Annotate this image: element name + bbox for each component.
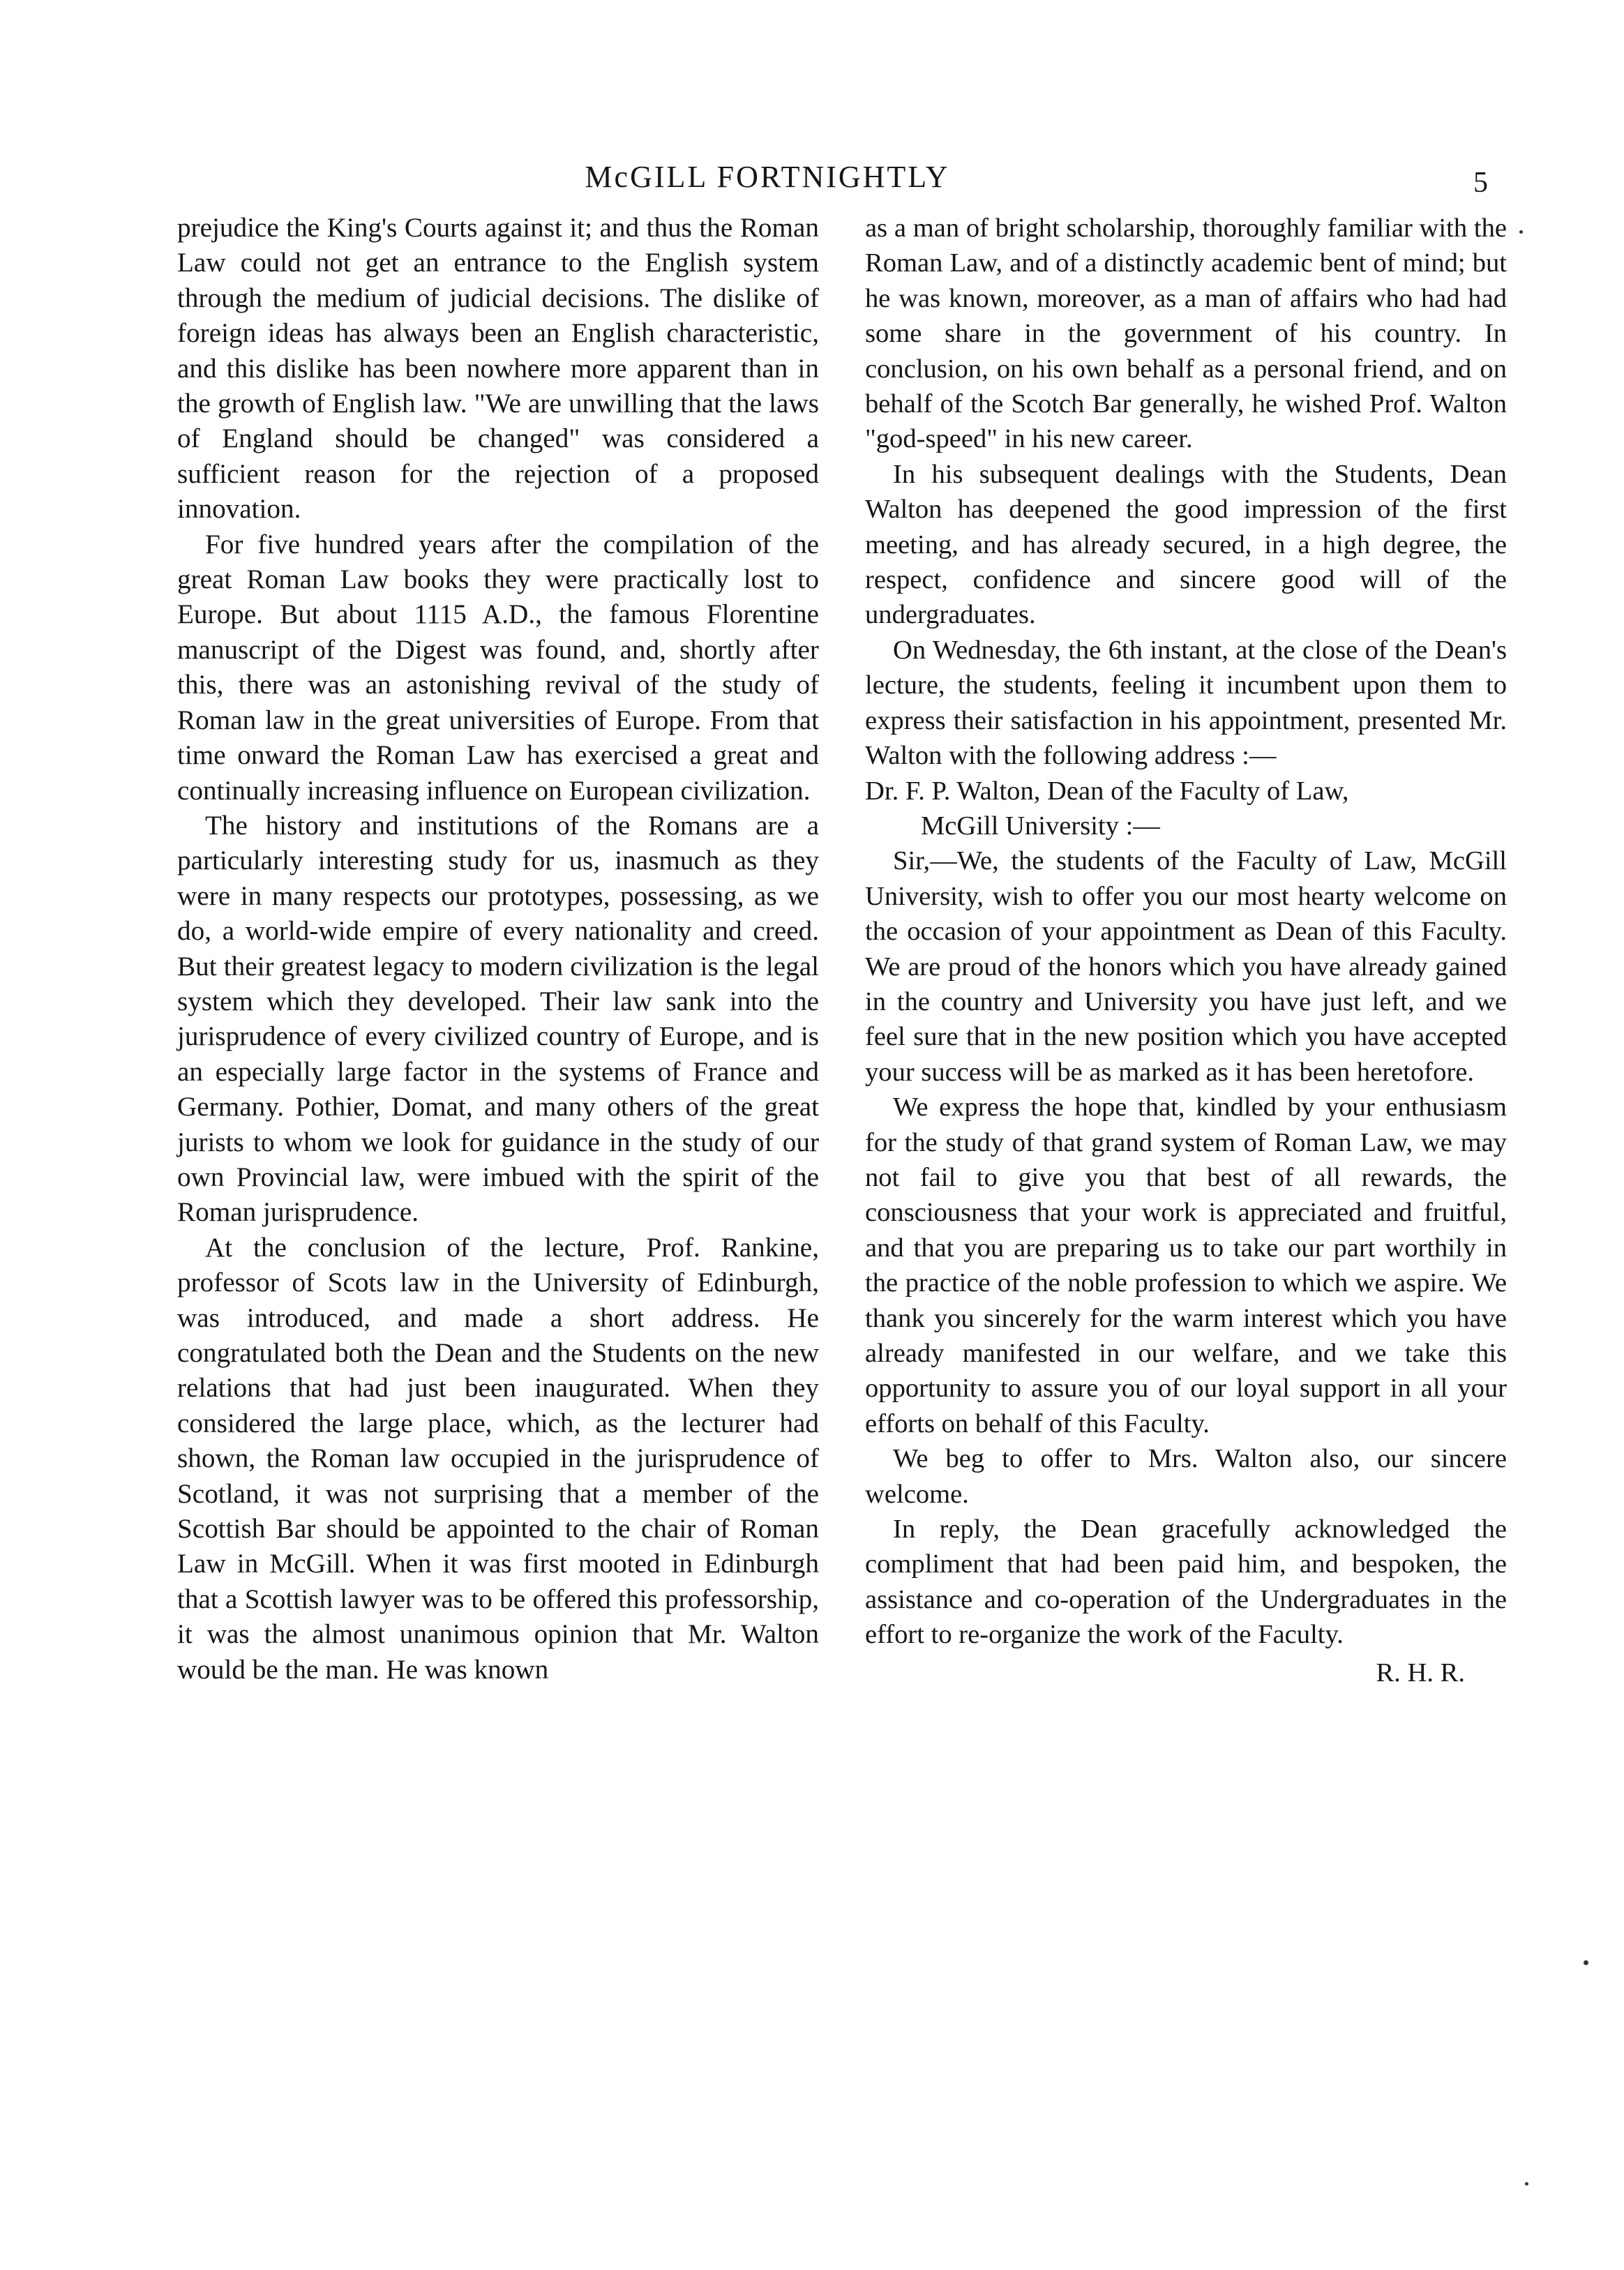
scan-speck (1519, 230, 1523, 234)
scan-speck (1525, 2182, 1528, 2186)
paragraph-reply: In reply, the Dean gracefully acknowledged the compliment that had been paid him, and bespoken, the assistance and co-operation of the Undergraduates in the effort to re-organize the work of the Faculty. (865, 1514, 1507, 1650)
scan-speck (1584, 1960, 1588, 1965)
address-paragraph-hope: We express the hope that, kindled by your enthusiasm for the study of that grand system of Roman Law, we may not fail to give you that best of all rewards, the consciousness that your work is appreciated and fruitful, and that you are preparing us to take our part worthily in the practice of the noble profession to which we aspire. We thank you sincerely for the warm interest which you have already manifested in our welfare, and we take this opportunity to assure you of our loyal support in all your efforts on behalf of this Faculty. (865, 1092, 1507, 1438)
addressee-line: Dr. F. P. Walton, Dean of the Faculty of Law, (865, 776, 1349, 806)
addressee-university: McGill University :— (921, 811, 1160, 841)
paragraph-presentation: On Wednesday, the 6th instant, at the close of the Dean's lecture, the students, feeling it incumbent upon them to express their satisfaction in his appointment, presented Mr. Walton with the following address :— (865, 635, 1507, 771)
right-column (865, 211, 1507, 1690)
paragraph-scholarship: as a man of bright scholarship, thoroughly familiar with the Roman Law, and of a distinctly academic bent of mind; but he was known, moreover, as a man of affairs who had had some share in the government of his country. In conclusion, on his own behalf as a personal friend, and on behalf of the Scotch Bar generally, he wished Prof. Walton "god-speed" in his new career. (865, 213, 1507, 454)
address-paragraph-welcome: Sir,—We, the students of the Faculty of Law, McGill University, wish to offer you our most hearty welcome on the occasion of your appointment as Dean of this Faculty. We are proud of the honors which you have already gained in the country and University you have just left, and we feel sure that in the new position which you have accepted your success will be as marked as it has been heretofore. (865, 846, 1507, 1087)
paragraph-roman-revival: For five hundred years after the compilation of the great Roman Law books they were practically lost to Europe. But about 1115 A.D., the famous Florentine manuscript of the Digest was found, and, shortly after this, there was an astonishing revival of the study of Roman law in the great universities of Europe. From that time onward the Roman Law has exercised a great and continually increasing influence on European civilization. (177, 529, 819, 806)
left-column (177, 211, 819, 1688)
signature: R. H. R. (1376, 1658, 1465, 1688)
paragraph-dealings: In his subsequent dealings with the Students, Dean Walton has deepened the good impression of the first meeting, and has already secured, in a high degree, the respect, confidence and sincere good will of the undergraduates. (865, 459, 1507, 630)
address-paragraph-mrs-walton: We beg to offer to Mrs. Walton also, our sincere welcome. (865, 1444, 1507, 1509)
paragraph-roman-legacy: The history and institutions of the Romans are a particularly interesting study for us, inasmuch as they were in many respects our prototypes, possessing, as we do, a world-wide empire of every nationality and creed. But their greatest legacy to modern civilization is the legal system which they developed. Their law sank into the jurisprudence of every civilized country of Europe, and is an especially large factor in the systems of France and Germany. Pothier, Domat, and many others of the great jurists to whom we look for guidance in the study of our own Provincial law, were imbued with the spirit of the Roman jurisprudence. (177, 810, 819, 1228)
running-header: McGILL FORTNIGHTLY (585, 160, 950, 194)
paragraph-continued: prejudice the King's Courts against it; and thus the Roman Law could not get an entrance to the English system through the medium of judicial decisions. The dislike of foreign ideas has always been an English characteristic, and this dislike has been nowhere more apparent than in the growth of English law. "We are unwilling that the laws of England should be changed" was considered a sufficient reason for the rejection of a proposed innovation. (177, 213, 819, 525)
page-number: 5 (1473, 167, 1488, 199)
paragraph-rankine-address: At the conclusion of the lecture, Prof. Rankine, professor of Scots law in the University of Edinburgh, was introduced, and made a short address. He congratulated both the Dean and the Students on the new relations that had just been inaugurated. When they considered the large place, which, as the lecturer had shown, the Roman law occupied in the jurisprudence of Scotland, it was not surprising that a member of the Scottish Bar should be appointed to the chair of Roman Law in McGill. When it was first mooted in Edinburgh that a Scottish lawyer was to be offered this professorship, it was the almost unanimous opinion that Mr. Walton would be the man. He was known (177, 1232, 819, 1685)
